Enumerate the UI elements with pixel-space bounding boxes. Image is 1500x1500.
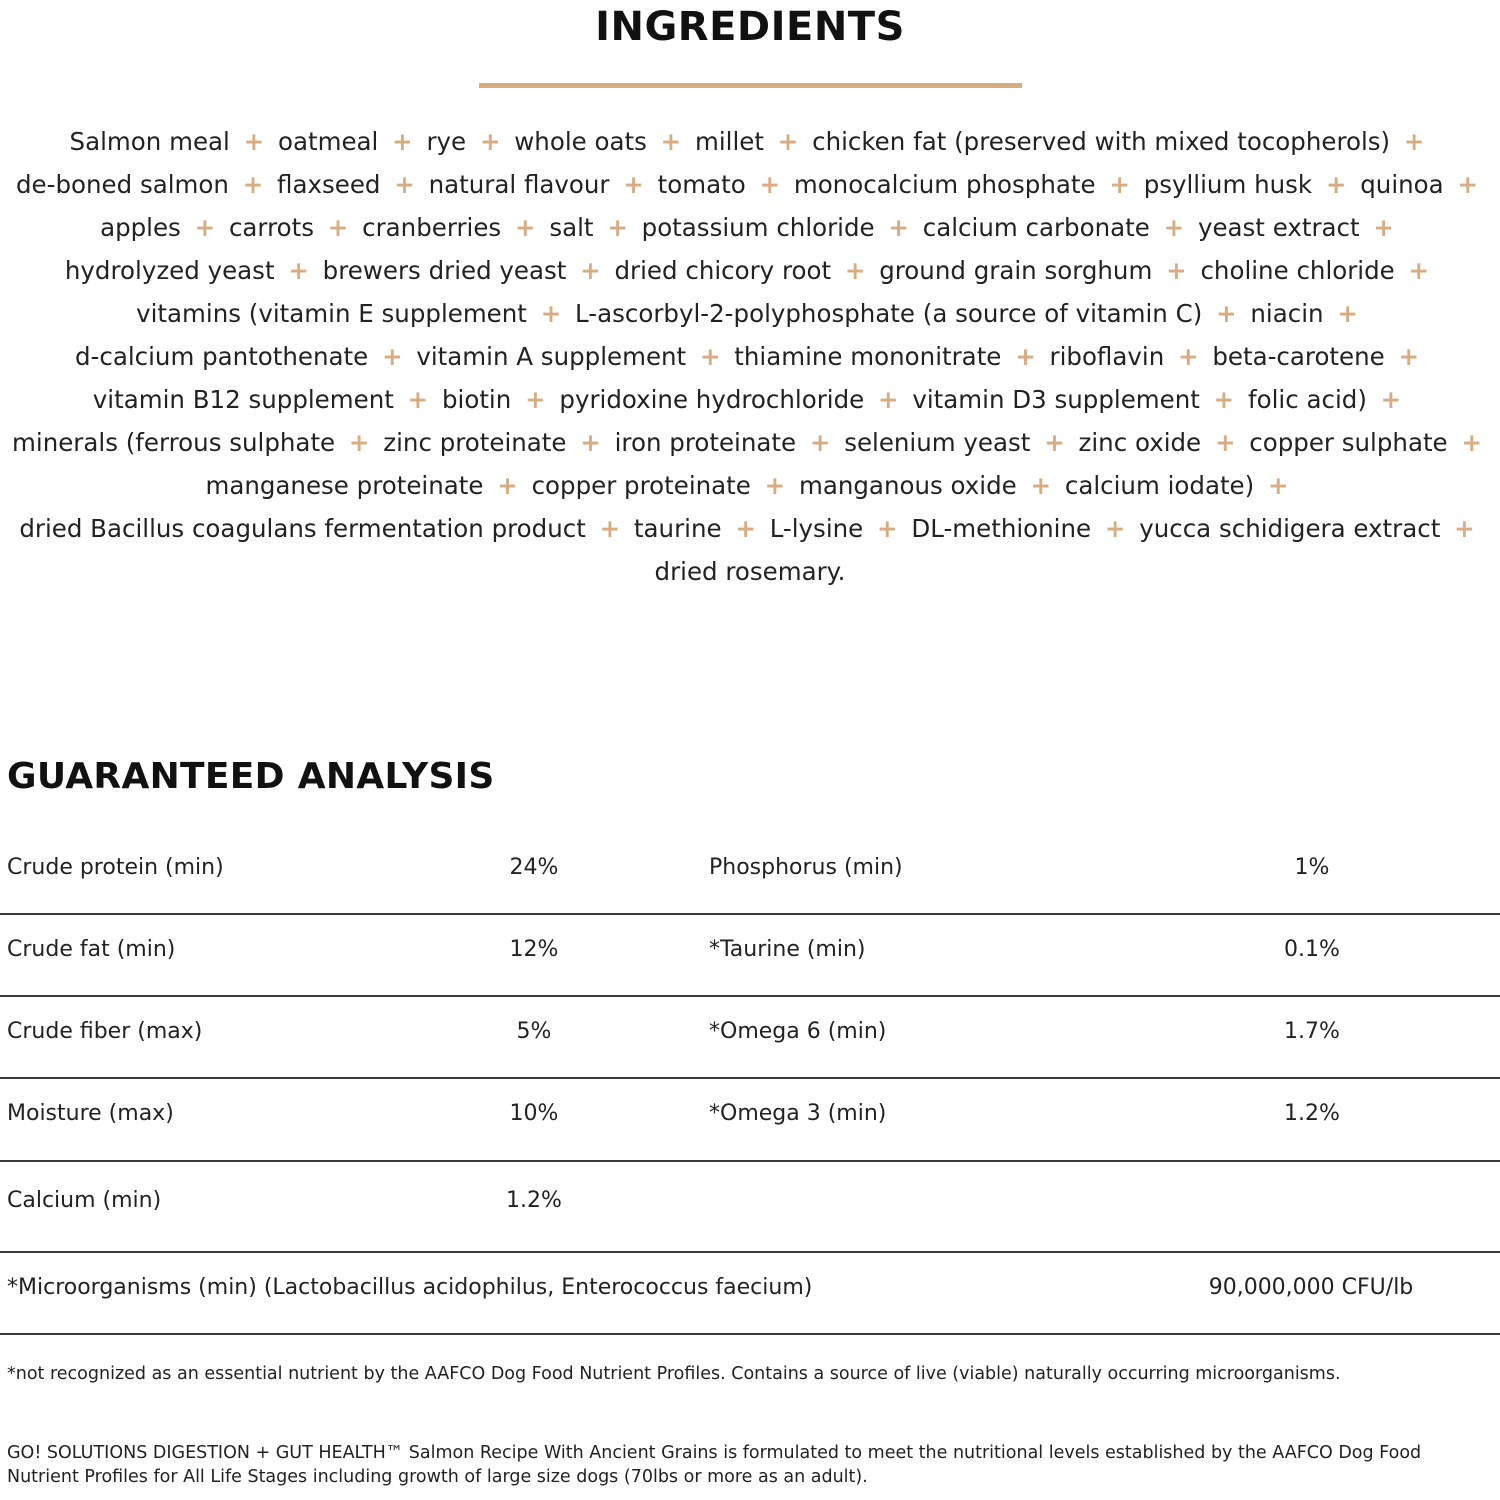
plus-separator: + bbox=[735, 514, 756, 543]
plus-separator: + bbox=[348, 428, 370, 457]
plus-separator: + bbox=[1408, 256, 1430, 285]
ingredient-item: copper sulphate bbox=[1249, 428, 1448, 457]
plus-separator: + bbox=[607, 213, 628, 242]
ingredient-item: thiamine mononitrate bbox=[734, 342, 1002, 371]
plus-separator: + bbox=[580, 428, 601, 457]
analysis-row bbox=[0, 1188, 1500, 1253]
ingredient-item: folic acid) bbox=[1247, 385, 1367, 414]
ingredient-item: L-ascorbyl-2-polyphosphate (a source of vitamin C) bbox=[575, 299, 1203, 328]
plus-separator: + bbox=[1214, 428, 1236, 457]
plus-separator: + bbox=[1163, 213, 1185, 242]
plus-separator: + bbox=[1268, 471, 1289, 500]
footnote: *not recognized as an essential nutrient by the AAFCO Dog Food Nutrient Profiles. Contains a source of live (viable) naturally occurring microorganisms. bbox=[7, 1364, 1341, 1384]
ingredient-item: zinc proteinate bbox=[383, 428, 567, 457]
ingredient-item: DL-methionine bbox=[911, 514, 1092, 543]
plus-separator: + bbox=[242, 170, 264, 199]
plus-separator: + bbox=[1044, 428, 1065, 457]
ingredient-item: calcium iodate) bbox=[1064, 471, 1255, 500]
ingredient-item: iron proteinate bbox=[614, 428, 797, 457]
plus-separator: + bbox=[623, 170, 644, 199]
plus-separator: + bbox=[382, 342, 403, 371]
plus-separator: + bbox=[243, 127, 265, 156]
nutrient-value: 1.7% bbox=[1284, 1019, 1340, 1044]
ingredient-item: taurine bbox=[633, 514, 722, 543]
ingredient-item: tomato bbox=[657, 170, 746, 199]
plus-separator: + bbox=[479, 127, 501, 156]
nutrient-value: 10% bbox=[509, 1101, 559, 1126]
ingredient-item: copper proteinate bbox=[531, 471, 751, 500]
ingredient-item: beta-carotene bbox=[1212, 342, 1385, 371]
plus-separator: + bbox=[1398, 342, 1420, 371]
ingredient-item: d-calcium pantothenate bbox=[74, 342, 369, 371]
ingredient-item: L-lysine bbox=[769, 514, 864, 543]
analysis-row bbox=[0, 1019, 1500, 1079]
nutrient-value: 12% bbox=[509, 937, 559, 962]
ingredient-item: selenium yeast bbox=[844, 428, 1031, 457]
plus-separator: + bbox=[1457, 170, 1478, 199]
plus-separator: + bbox=[407, 385, 429, 414]
plus-separator: + bbox=[1373, 213, 1394, 242]
plus-separator: + bbox=[288, 256, 309, 285]
ingredient-item: apples bbox=[100, 213, 181, 242]
plus-separator: + bbox=[392, 127, 413, 156]
nutrient-value: 1.2% bbox=[1284, 1101, 1340, 1126]
plus-separator: + bbox=[1337, 299, 1358, 328]
plus-separator: + bbox=[1380, 385, 1402, 414]
ingredients-title: INGREDIENTS bbox=[595, 4, 905, 50]
plus-separator: + bbox=[777, 127, 799, 156]
nutrient-value: 1.2% bbox=[506, 1188, 562, 1213]
ingredient-item: Salmon meal bbox=[69, 127, 230, 156]
nutrient-label: Phosphorus (min) bbox=[709, 855, 903, 880]
analysis-row-microorganisms bbox=[0, 1275, 1500, 1335]
ingredients-list bbox=[0, 120, 1500, 593]
nutrient-label: Moisture (max) bbox=[7, 1101, 174, 1126]
ingredient-item: riboflavin bbox=[1049, 342, 1165, 371]
nutrient-label: Crude fat (min) bbox=[7, 937, 176, 962]
plus-separator: + bbox=[1166, 256, 1187, 285]
plus-separator: + bbox=[1109, 170, 1130, 199]
plus-separator: + bbox=[877, 514, 898, 543]
plus-separator: + bbox=[699, 342, 721, 371]
plus-separator: + bbox=[878, 385, 899, 414]
plus-separator: + bbox=[1015, 342, 1036, 371]
plus-separator: + bbox=[1104, 514, 1126, 543]
analysis-row bbox=[0, 937, 1500, 997]
analysis-row bbox=[0, 855, 1500, 915]
plus-separator: + bbox=[525, 385, 546, 414]
plus-separator: + bbox=[497, 471, 518, 500]
plus-separator: + bbox=[327, 213, 349, 242]
ingredient-item: flaxseed bbox=[277, 170, 381, 199]
plus-separator: + bbox=[844, 256, 866, 285]
nutrient-value: 0.1% bbox=[1284, 937, 1340, 962]
plus-separator: + bbox=[1454, 514, 1475, 543]
ingredient-item: yeast extract bbox=[1197, 213, 1360, 242]
plus-separator: + bbox=[764, 471, 786, 500]
nutrient-label: *Taurine (min) bbox=[709, 937, 866, 962]
ingredient-item: hydrolyzed yeast bbox=[64, 256, 275, 285]
analysis-row bbox=[0, 1101, 1500, 1162]
microorganisms-value: 90,000,000 CFU/lb bbox=[1208, 1275, 1414, 1300]
plus-separator: + bbox=[888, 213, 909, 242]
plus-separator: + bbox=[599, 514, 621, 543]
ingredient-item: monocalcium phosphate bbox=[793, 170, 1096, 199]
plus-separator: + bbox=[1213, 385, 1235, 414]
plus-separator: + bbox=[1325, 170, 1347, 199]
analysis-title: GUARANTEED ANALYSIS bbox=[7, 756, 495, 797]
plus-separator: + bbox=[540, 299, 562, 328]
plus-separator: + bbox=[580, 256, 601, 285]
aafco-statement: GO! SOLUTIONS DIGESTION + GUT HEALTH™ Salmon Recipe With Ancient Grains is formulated to meet the nutritional levels established by the AAFCO Dog Food Nutrient Profiles for All Life Stages including growth of large size dogs (70lbs or more as an adult). bbox=[7, 1443, 1422, 1487]
ingredient-item: millet bbox=[695, 127, 764, 156]
ingredient-item: brewers dried yeast bbox=[322, 256, 567, 285]
ingredient-item: yucca schidigera extract bbox=[1139, 514, 1441, 543]
nutrient-label: Calcium (min) bbox=[7, 1188, 162, 1213]
ingredient-item: chicken fat (preserved with mixed tocopherols) bbox=[812, 127, 1391, 156]
plus-separator: + bbox=[809, 428, 831, 457]
ingredient-item: oatmeal bbox=[277, 127, 379, 156]
ingredient-item: vitamin A supplement bbox=[416, 342, 687, 371]
plus-separator: + bbox=[1461, 428, 1482, 457]
ingredient-item: potassium chloride bbox=[641, 213, 875, 242]
ingredient-item: vitamins (vitamin E supplement bbox=[136, 299, 527, 328]
ingredient-item: vitamin B12 supplement bbox=[92, 385, 394, 414]
ingredient-item: ground grain sorghum bbox=[879, 256, 1153, 285]
ingredient-item: dried chicory root bbox=[614, 256, 832, 285]
plus-separator: + bbox=[1178, 342, 1199, 371]
ingredient-item: dried rosemary. bbox=[654, 557, 846, 586]
nutrient-value: 5% bbox=[516, 1019, 552, 1044]
plus-separator: + bbox=[194, 213, 216, 242]
plus-separator: + bbox=[660, 127, 682, 156]
ingredient-item: niacin bbox=[1250, 299, 1324, 328]
nutrient-label: Crude protein (min) bbox=[7, 855, 224, 880]
ingredient-item: salt bbox=[549, 213, 594, 242]
ingredient-item: vitamin D3 supplement bbox=[912, 385, 1200, 414]
plus-separator: + bbox=[1403, 127, 1425, 156]
ingredient-item: manganous oxide bbox=[798, 471, 1017, 500]
plus-separator: + bbox=[514, 213, 536, 242]
ingredients-divider bbox=[479, 83, 1022, 88]
plus-separator: + bbox=[1030, 471, 1052, 500]
plus-separator: + bbox=[394, 170, 415, 199]
ingredient-item: choline chloride bbox=[1200, 256, 1395, 285]
ingredient-item: dried Bacillus coagulans fermentation product bbox=[19, 514, 586, 543]
nutrient-label: *Omega 3 (min) bbox=[709, 1101, 887, 1126]
ingredient-item: zinc oxide bbox=[1078, 428, 1202, 457]
ingredient-item: biotin bbox=[441, 385, 512, 414]
ingredient-item: cranberries bbox=[362, 213, 502, 242]
ingredient-item: manganese proteinate bbox=[205, 471, 484, 500]
ingredient-item: pyridoxine hydrochloride bbox=[559, 385, 865, 414]
plus-separator: + bbox=[1216, 299, 1237, 328]
nutrient-label: Crude fiber (max) bbox=[7, 1019, 203, 1044]
nutrient-label: *Omega 6 (min) bbox=[709, 1019, 887, 1044]
ingredient-item: quinoa bbox=[1360, 170, 1444, 199]
ingredient-item: whole oats bbox=[514, 127, 647, 156]
microorganisms-label: *Microorganisms (min) (Lactobacillus acidophilus, Enterococcus faecium) bbox=[7, 1275, 813, 1300]
nutrient-value: 1% bbox=[1294, 855, 1330, 880]
nutrient-value: 24% bbox=[509, 855, 559, 880]
ingredient-item: natural flavour bbox=[428, 170, 610, 199]
plus-separator: + bbox=[759, 170, 781, 199]
ingredient-item: rye bbox=[426, 127, 467, 156]
ingredient-item: minerals (ferrous sulphate bbox=[12, 428, 336, 457]
ingredient-item: de-boned salmon bbox=[16, 170, 229, 199]
ingredient-item: carrots bbox=[228, 213, 314, 242]
ingredient-item: calcium carbonate bbox=[922, 213, 1150, 242]
ingredient-item: psyllium husk bbox=[1143, 170, 1313, 199]
